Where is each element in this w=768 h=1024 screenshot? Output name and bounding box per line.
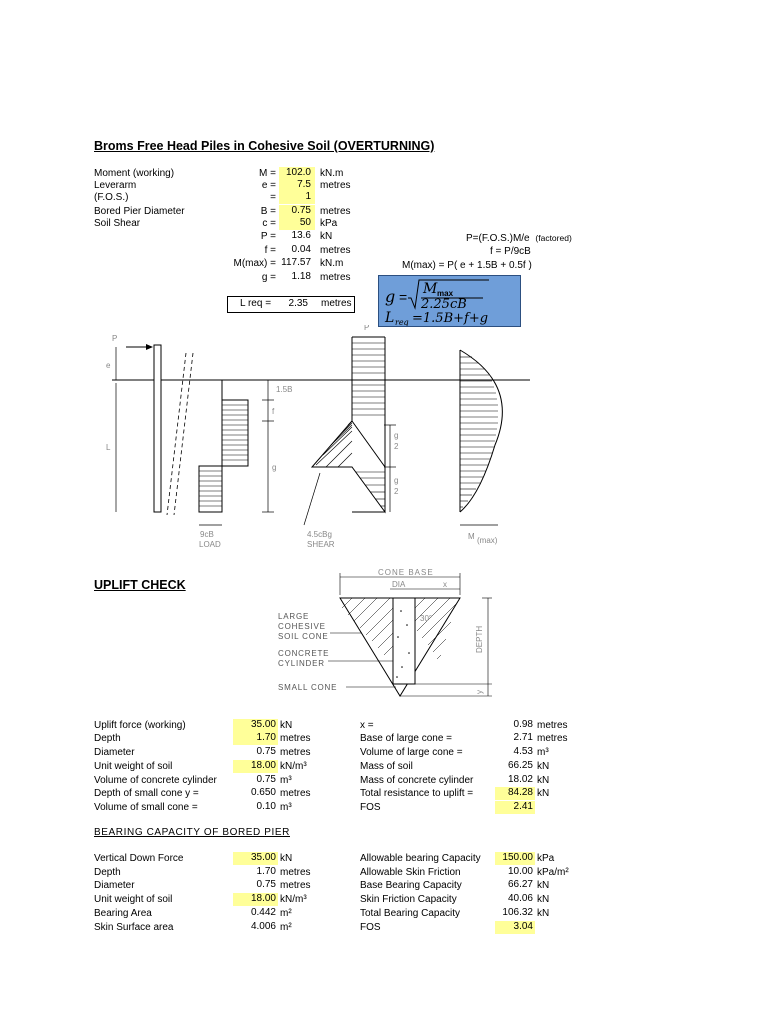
ot-value: 13.6 [291, 230, 311, 241]
label-cone-base: CONE BASE [378, 568, 434, 577]
ot-symbol: f = [264, 245, 276, 256]
label-g2a-d: 2 [394, 442, 399, 451]
label-moment2: (max) [477, 536, 498, 545]
ot-symbol: P = [260, 231, 276, 242]
bearing-left-unit: kN/m³ [280, 894, 307, 905]
bearing-right-value: 10.00 [507, 866, 533, 877]
ot-symbol: c = [262, 218, 276, 229]
label-x: x [443, 580, 447, 589]
eq-l-rhs: =1.5B+f+g [412, 311, 489, 326]
ot-unit: metres [320, 272, 351, 283]
uplift-right-unit: kN [537, 775, 550, 786]
ot-symbol: M = [259, 168, 276, 179]
uplift-left-label: Diameter [94, 747, 135, 758]
ot-value: 50 [279, 217, 315, 230]
label-angle: 30° [420, 614, 433, 623]
bearing-left-value: 18.00 [233, 893, 278, 906]
ot-value: 1.18 [291, 271, 311, 282]
bearing-right-label: Allowable Skin Friction [360, 867, 461, 878]
bearing-left-value: 4.006 [250, 921, 276, 932]
bearing-left-value: 35.00 [233, 852, 278, 865]
equation-box [378, 275, 521, 327]
bearing-left-unit: metres [280, 867, 311, 878]
uplift-right-value: 2.71 [513, 732, 533, 743]
bearing-left-label: Skin Surface area [94, 922, 174, 933]
bearing-right-label: Base Bearing Capacity [360, 880, 462, 891]
bearing-right-unit: kN [537, 908, 550, 919]
eq-g-equals: = [399, 289, 408, 305]
uplift-left-unit: m³ [280, 775, 292, 786]
uplift-left-unit: metres [280, 788, 311, 799]
uplift-left-label: Depth [94, 733, 121, 744]
ot-label: Moment (working) [94, 168, 175, 179]
label-large3: SOIL CONE [278, 632, 329, 641]
pile-diagram [0, 325, 768, 555]
shear-diagram [312, 325, 385, 512]
ot-symbol: = [270, 192, 276, 203]
ot-value: 102.0 [279, 167, 315, 180]
lreq-unit: metres [321, 298, 352, 309]
shear-leader [304, 473, 320, 525]
ot-symbol: e = [261, 180, 276, 191]
cone-diagram [270, 563, 510, 698]
label-g2a: g [394, 431, 399, 440]
ot-symbol: M(max) = [233, 258, 276, 269]
eq-g-den: 2.25cB [421, 297, 467, 312]
bearing-left-unit: m² [280, 908, 292, 919]
uplift-left-label: Uplift force (working) [94, 720, 186, 731]
label-g2b-d: 2 [394, 487, 399, 496]
ot-label: Leverarm [94, 180, 137, 191]
label-g: g [272, 463, 277, 472]
bearing-right-value: 150.00 [495, 852, 535, 865]
uplift-left-label: Volume of concrete cylinder [94, 775, 217, 786]
uplift-right-label: x = [360, 720, 374, 731]
bearing-right-label: FOS [360, 922, 381, 933]
uplift-left-unit: kN/m³ [280, 761, 307, 772]
bearing-right-value: 40.06 [507, 893, 533, 904]
formula-p [466, 232, 572, 245]
label-depth: DEPTH [475, 625, 484, 653]
bearing-right-value: 66.27 [507, 879, 533, 890]
bearing-left-label: Vertical Down Force [94, 853, 184, 864]
bearing-right-label: Allowable bearing Capacity [360, 853, 481, 864]
concrete-cylinder [393, 598, 415, 684]
label-moment1: M [468, 532, 475, 541]
ot-unit: kN.m [320, 168, 344, 179]
uplift-right-label: Volume of large cone = [360, 747, 463, 758]
uplift-left-value: 18.00 [233, 760, 278, 773]
uplift-right-label: Total resistance to uplift = [360, 788, 474, 799]
uplift-left-value: 0.10 [256, 801, 276, 812]
bearing-right-label: Total Bearing Capacity [360, 908, 461, 919]
label-shear1: 4.5cBg [307, 530, 332, 539]
page-title: Broms Free Head Piles in Cohesive Soil (OVERTURNING) [94, 139, 435, 153]
formula-p-note: (factored) [535, 233, 572, 243]
uplift-right-value: 4.53 [513, 746, 533, 757]
label-shear2: SHEAR [307, 540, 335, 549]
bearing-left-unit: kN [280, 853, 293, 864]
bearing-right-label: Skin Friction Capacity [360, 894, 457, 905]
label-15b: 1.5B [276, 385, 293, 394]
eq-g-lhs: g [385, 287, 396, 306]
uplift-left-unit: metres [280, 733, 311, 744]
uplift-right-label: Mass of soil [360, 761, 413, 772]
label-load2: LOAD [199, 540, 221, 549]
bearing-left-value: 1.70 [256, 866, 276, 877]
label-l: L [106, 443, 111, 452]
load-diagram [199, 380, 248, 525]
formula-f: f = P/9cB [490, 246, 531, 257]
label-concrete2: CYLINDER [278, 659, 325, 668]
uplift-right-unit: kN [537, 761, 550, 772]
equation-svg [379, 276, 520, 326]
uplift-left-unit: m³ [280, 802, 292, 813]
label-large2: COHESIVE [278, 622, 326, 631]
eq-l-sub: req [395, 318, 409, 326]
label-concrete1: CONCRETE [278, 649, 330, 658]
uplift-right-value: 66.25 [507, 760, 533, 771]
ot-label: (F.O.S.) [94, 192, 129, 203]
label-dia: DIA [392, 580, 406, 589]
bearing-right-unit: kPa [537, 853, 555, 864]
label-p: P [112, 334, 118, 343]
ot-label: Bored Pier Diameter [94, 206, 185, 217]
ot-unit: metres [320, 180, 351, 191]
uplift-right-value: 84.28 [495, 787, 535, 800]
ot-value: 1 [279, 191, 315, 204]
load-arrow-head [146, 344, 153, 350]
eq-l-lhs: L [385, 310, 395, 326]
eq-g-num-sub: max [437, 289, 454, 298]
uplift-right-unit: kN [537, 788, 550, 799]
ot-unit: metres [320, 206, 351, 217]
uplift-right-unit: m³ [537, 747, 549, 758]
bearing-right-value: 3.04 [495, 921, 535, 934]
bearing-left-unit: metres [280, 880, 311, 891]
ot-unit: kPa [320, 218, 338, 229]
label-load1: 9cB [200, 530, 214, 539]
bearing-right-value: 106.32 [502, 907, 533, 918]
ot-unit: metres [320, 245, 351, 256]
bearing-left-label: Diameter [94, 880, 135, 891]
uplift-right-unit: metres [537, 733, 568, 744]
pile [154, 345, 161, 512]
bearing-left-unit: m² [280, 922, 292, 933]
uplift-right-unit: metres [537, 720, 568, 731]
uplift-left-value: 0.75 [256, 746, 276, 757]
uplift-left-value: 0.650 [250, 787, 276, 798]
formula-mmax: M(max) = P( e + 1.5B + 0.5f ) [402, 260, 532, 271]
label-small-cone: SMALL CONE [278, 683, 338, 692]
label-p2: P [364, 325, 370, 332]
uplift-left-label: Unit weight of soil [94, 761, 173, 772]
bearing-left-label: Unit weight of soil [94, 894, 173, 905]
ot-symbol: B = [260, 206, 276, 217]
label-e: e [106, 361, 111, 370]
moment-diagram [460, 350, 502, 525]
uplift-left-unit: metres [280, 747, 311, 758]
ot-label: Soil Shear [94, 218, 141, 229]
ot-value: 0.75 [279, 205, 315, 218]
bearing-right-unit: kN [537, 880, 550, 891]
uplift-right-value: 2.41 [495, 801, 535, 814]
ot-symbol: g = [261, 272, 276, 283]
bearing-left-value: 0.75 [256, 879, 276, 890]
uplift-title: UPLIFT CHECK [94, 578, 186, 592]
uplift-left-label: Volume of small cone = [94, 802, 198, 813]
bearing-left-label: Bearing Area [94, 908, 152, 919]
ot-unit: kN.m [320, 258, 344, 269]
uplift-left-value: 1.70 [233, 732, 278, 745]
ot-unit: kN [320, 231, 333, 242]
label-f: f [272, 407, 275, 416]
bearing-left-label: Depth [94, 867, 121, 878]
label-large1: LARGE [278, 612, 310, 621]
label-y: y [475, 690, 484, 694]
formula-p-text: P=(F.O.S.)M/e [466, 233, 530, 244]
lreq-value: 2.35 [288, 298, 308, 309]
uplift-right-label: Mass of concrete cylinder [360, 775, 474, 786]
uplift-left-unit: kN [280, 720, 293, 731]
uplift-left-value: 0.75 [256, 774, 276, 785]
bearing-title: BEARING CAPACITY OF BORED PIER [94, 827, 290, 838]
bearing-right-unit: kPa/m² [537, 867, 569, 878]
lreq-box [227, 296, 355, 313]
uplift-right-label: Base of large cone = [360, 733, 453, 744]
ot-value: 7.5 [279, 179, 315, 192]
uplift-right-value: 0.98 [513, 719, 533, 730]
uplift-left-value: 35.00 [233, 719, 278, 732]
uplift-right-value: 18.02 [507, 774, 533, 785]
lreq-label: L req = [240, 298, 272, 309]
uplift-right-label: FOS [360, 802, 381, 813]
eq-g-num: M [423, 281, 438, 297]
bearing-left-value: 0.442 [250, 907, 276, 918]
deflected-pile-a [167, 353, 186, 515]
bearing-right-unit: kN [537, 894, 550, 905]
label-g2b: g [394, 476, 399, 485]
uplift-left-label: Depth of small cone y = [94, 788, 199, 799]
ot-value: 117.57 [281, 257, 311, 268]
ot-value: 0.04 [291, 244, 311, 255]
